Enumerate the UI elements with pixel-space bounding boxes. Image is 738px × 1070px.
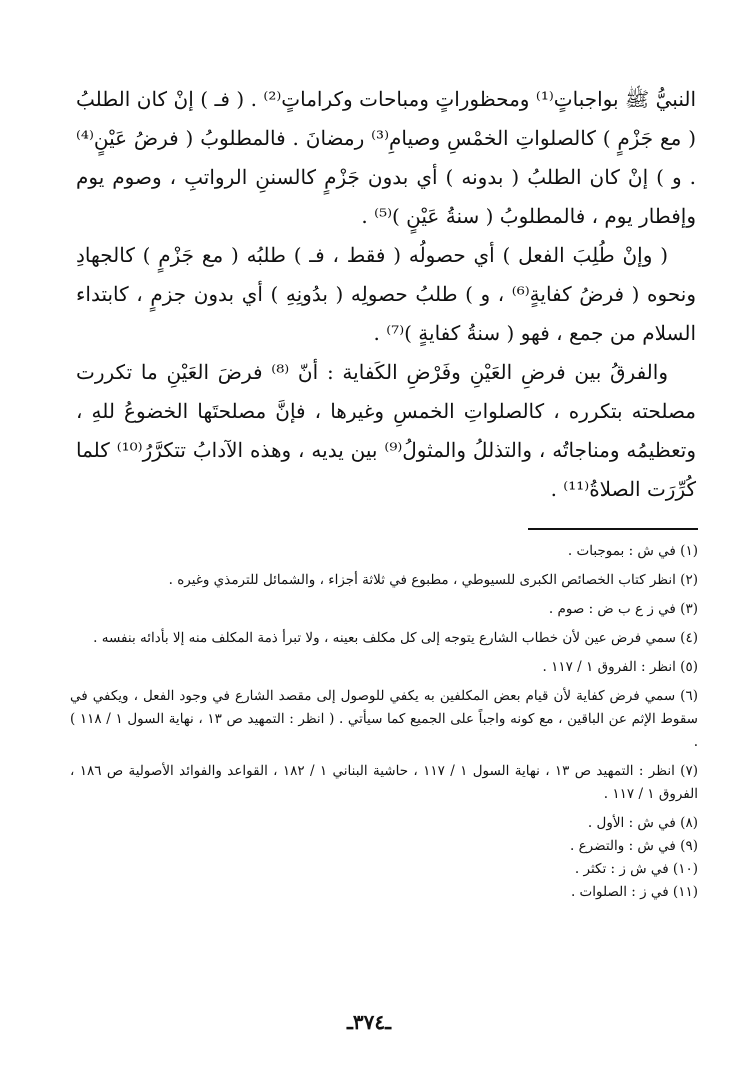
paragraph-2: ( وإنْ طُلِبَ الفعل ) أي حصولُه ( فقط ، فـ ) طلبُه ( مع جَزْمٍ ) كالجهادِ ونحوه ( فرضُ كفايةٍ⁽⁶⁾ ، و ) طلبُ حصولِه ( بدُونِهِ ) أي بدون جزمٍ ، كابتداء السلام من جمع ، فهو ( سنةُ كفايةٍ )⁽⁷⁾ .: [76, 243, 696, 345]
footnote-4: (٤) سمي فرض عين لأن خطاب الشارع يتوجه إلى كل مكلف بعينه ، ولا تبرأ ذمة المكلف منه إلا بأدائه بنفسه .: [93, 630, 698, 646]
footnote-2: (٢) انظر كتاب الخصائص الكبرى للسيوطي ، مطبوع في ثلاثة أجزاء ، والشمائل للترمذي وغيره .: [168, 572, 698, 588]
paragraph-3: والفرقُ بين فرضِ العَيْنِ وفَرْضِ الكَفاية : أنّ ⁽⁸⁾ فرضَ العَيْنِ ما تكررت مصلحته بتكرره ، كالصلواتِ الخمسِ وغيرها ، فإنَّ مصلحتَها الخضوعُ للهِ ، وتعظيمُه ومناجاتُه ، والتذللُ والمثولُ⁽⁹⁾ بين يديه ، وهذه الآدابُ تتكرَّرُ⁽¹⁰⁾ كلما كُرِّرَت الصلاةُ⁽¹¹⁾ .: [76, 360, 697, 501]
footnote-10: (١٠) في ش ز : تكثر .: [574, 861, 698, 877]
footnotes: [70, 540, 698, 904]
footnote-7: (٧) انظر : التمهيد ص ١٣ ، نهاية السول ١ / ١١٧ ، حاشية البناني ١ / ١٨٢ ، القواعد والفوائد الأصولية ص ١٨٦ ، الفروق ١ / ١١٧ .: [70, 763, 698, 802]
footnote-11: (١١) في ز : الصلوات .: [570, 884, 698, 900]
footnote-9: (٩) في ش : والتضرع .: [570, 838, 698, 854]
footnote-1: (١) في ش : بموجبات .: [567, 543, 698, 559]
page-number: ـ٣٧٤ـ: [347, 1010, 391, 1034]
footnote-8: (٨) في ش : الأول .: [587, 815, 698, 831]
footnote-6: (٦) سمي فرض كفاية لأن قيام بعض المكلفين به يكفي للوصول إلى مقصد الشارع في وجود الفعل ، ويكفي في سقوط الإثم عن الباقين ، مع كونه واجباً على الجميع كما سيأتي . ( انظر : التمهيد ص ١٣ ، نهاية السول ١ / ١١٨ ) .: [70, 688, 698, 750]
main-text: [76, 80, 696, 509]
footnote-5: (٥) انظر : الفروق ١ / ١١٧ .: [542, 659, 698, 675]
paragraph-1: النبيُّ ﷺ بواجباتٍ⁽¹⁾ ومحظوراتٍ ومباحات وكراماتٍ⁽²⁾ . ( فـ ) إنْ كان الطلبُ ( مع جَزْمٍ ) كالصلواتِ الخمْسِ وصيامِ⁽³⁾ رمضانَ . فالمطلوبُ ( فرضُ عَيْنٍ⁽⁴⁾ . و ) إنْ كان الطلبُ ( بدونه ) أي بدون جَزْمٍ كالسننِ الرواتبِ ، وصوم يوم وإفطار يوم ، فالمطلوبُ ( سنةُ عَيْنٍ )⁽⁵⁾ .: [76, 87, 697, 228]
footnote-3: (٣) في ز ع ب ض : صوم .: [548, 601, 698, 617]
footnote-divider: [528, 528, 698, 530]
